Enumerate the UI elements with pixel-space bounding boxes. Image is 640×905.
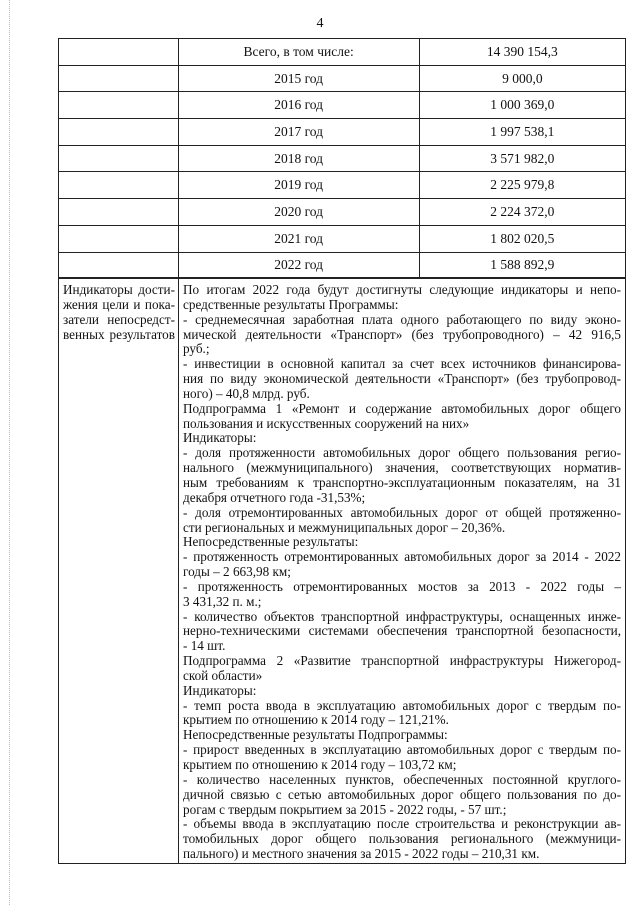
financing-value: 14 390 154,3 bbox=[419, 39, 625, 66]
page-number: 4 bbox=[316, 16, 324, 31]
financing-row bbox=[59, 65, 626, 92]
text-line: ного) – 40,8 млрд. руб. bbox=[183, 385, 310, 401]
indicators-content-cell bbox=[183, 283, 621, 862]
indicator-paragraph bbox=[183, 699, 621, 729]
text-line: - доля отремонтированных автомобильных дорог от общей протяженно- bbox=[183, 504, 621, 520]
financing-label: 2018 год bbox=[178, 145, 419, 172]
text-line: ным требованиям к транспортно-эксплуатационным показателям, на 31 bbox=[183, 474, 621, 490]
indicator-paragraph bbox=[183, 550, 621, 580]
financing-value: 9 000,0 bbox=[419, 65, 625, 92]
financing-row bbox=[59, 92, 626, 119]
empty-cell bbox=[59, 172, 179, 199]
financing-label: 2015 год bbox=[178, 65, 419, 92]
financing-label: Всего, в том числе: bbox=[178, 39, 419, 66]
text-line: декабря отчетного года -31,53%; bbox=[183, 489, 366, 505]
financing-value: 1 588 892,9 bbox=[419, 252, 625, 279]
indicator-paragraph bbox=[183, 431, 621, 446]
scan-edge bbox=[9, 0, 10, 905]
financing-value: 2 225 979,8 bbox=[419, 172, 625, 199]
text-line: мической деятельности «Транспорт» (без трубопроводного) – 42 916,5 bbox=[183, 326, 621, 342]
text-line: нерно-техническими системами обеспечения транспортной безопасности, bbox=[183, 623, 621, 639]
text-line: - протяженность отремонтированных мостов за 2013 - 2022 годы – bbox=[183, 578, 621, 594]
financing-label: 2016 год bbox=[178, 92, 419, 119]
text-line: годы – 2 663,98 км; bbox=[183, 564, 291, 580]
empty-cell bbox=[59, 252, 179, 279]
indicator-paragraph bbox=[183, 743, 621, 773]
empty-cell bbox=[59, 225, 179, 252]
text-line: - среднемесячная заработная плата одного работающего по виду эконо- bbox=[183, 311, 621, 327]
text-line: Индикаторы: bbox=[183, 682, 257, 698]
financing-value: 2 224 372,0 bbox=[419, 199, 625, 226]
empty-cell bbox=[59, 199, 179, 226]
text-line: сти региональных и межмуниципальных дорог – 20,36%. bbox=[183, 519, 506, 535]
text-line: - доля протяженности автомобильных дорог общего пользования регио- bbox=[183, 445, 621, 461]
financing-row bbox=[59, 199, 626, 226]
financing-value: 3 571 982,0 bbox=[419, 145, 625, 172]
indicators-row bbox=[58, 277, 626, 864]
indicator-paragraph bbox=[183, 313, 621, 358]
text-line: 3 431,32 п. м.; bbox=[183, 593, 262, 609]
indicator-paragraph bbox=[183, 283, 621, 313]
financing-row bbox=[59, 252, 626, 279]
text-line: Подпрограмма 1 «Ремонт и содержание автомобильных дорог общего bbox=[183, 400, 621, 416]
empty-cell bbox=[59, 145, 179, 172]
text-line: рогам с твердым покрытием за 2015 - 2022 годы, - 57 шт.; bbox=[183, 801, 507, 817]
text-line: крытием по отношению к 2014 году – 121,21%. bbox=[183, 712, 449, 728]
financing-row bbox=[59, 172, 626, 199]
financing-value: 1 997 538,1 bbox=[419, 119, 625, 146]
indicator-paragraph bbox=[183, 817, 621, 862]
financing-row bbox=[59, 145, 626, 172]
text-line: пользования и искусственных сооружений на них» bbox=[183, 415, 470, 431]
indicator-paragraph bbox=[183, 610, 621, 655]
text-line: - объемы ввода в эксплуатацию после строительства и реконструкции ав- bbox=[183, 816, 621, 832]
text-line: пального) и местного значения за 2015 - 2022 годы – 210,31 км. bbox=[183, 846, 540, 862]
indicator-paragraph bbox=[183, 728, 621, 743]
indicator-paragraph bbox=[183, 773, 621, 818]
empty-cell bbox=[59, 92, 179, 119]
text-line: руб.; bbox=[183, 341, 210, 357]
financing-value: 1 000 369,0 bbox=[419, 92, 625, 119]
text-line: Подпрограмма 2 «Развитие транспортной инфраструктуры Нижегород- bbox=[183, 653, 621, 669]
text-line: - прирост введенных в эксплуатацию автомобильных дорог с твердым по- bbox=[183, 742, 621, 758]
text-line: средственные результаты Программы: bbox=[183, 296, 399, 312]
indicator-paragraph bbox=[183, 535, 621, 550]
indicator-paragraph bbox=[183, 357, 621, 402]
text-line: - 14 шт. bbox=[183, 638, 226, 654]
text-line: - протяженность отремонтированных автомобильных дорог за 2014 - 2022 bbox=[183, 549, 621, 565]
indicator-paragraph bbox=[183, 684, 621, 699]
indicator-paragraph bbox=[183, 580, 621, 610]
text-line: нального (межмуниципального) значения, соответствующих норматив- bbox=[183, 460, 621, 476]
text-line: ния по виду экономической деятельности «Транспорт» (без трубопровод- bbox=[183, 371, 621, 387]
heading-line: венных результатов bbox=[63, 326, 175, 342]
text-line: Непосредственные результаты: bbox=[183, 534, 359, 550]
text-line: ской области» bbox=[183, 667, 263, 683]
text-line: Непосредственные результаты Подпрограммы: bbox=[183, 727, 448, 743]
financing-table bbox=[58, 38, 626, 279]
text-line: - количество населенных пунктов, обеспеченных постоянной круглого- bbox=[183, 771, 621, 787]
empty-cell bbox=[59, 119, 179, 146]
text-line: - количество объектов транспортной инфраструктуры, оснащенных инже- bbox=[183, 608, 621, 624]
financing-row bbox=[59, 225, 626, 252]
heading-line: затели непосредст- bbox=[63, 311, 175, 327]
financing-label: 2017 год bbox=[178, 119, 419, 146]
financing-label: 2021 год bbox=[178, 225, 419, 252]
text-line: дичной связью с сетью автомобильных дорог общего пользования по до- bbox=[183, 786, 621, 802]
financing-value: 1 802 020,5 bbox=[419, 225, 625, 252]
financing-row bbox=[59, 39, 626, 66]
text-line: Индикаторы: bbox=[183, 430, 257, 446]
column-divider bbox=[178, 278, 179, 863]
text-line: - темп роста ввода в эксплуатацию автомобильных дорог с твердым по- bbox=[183, 697, 621, 713]
empty-cell bbox=[59, 39, 179, 66]
financing-label: 2019 год bbox=[178, 172, 419, 199]
empty-cell bbox=[59, 65, 179, 92]
indicator-paragraph bbox=[183, 654, 621, 684]
indicators-heading-cell bbox=[63, 283, 175, 342]
indicator-paragraph bbox=[183, 506, 621, 536]
indicator-paragraph bbox=[183, 402, 621, 432]
financing-label: 2022 год bbox=[178, 252, 419, 279]
text-line: - инвестиции в основной капитал за счет всех источников финансирова- bbox=[183, 356, 621, 372]
financing-row bbox=[59, 119, 626, 146]
text-line: томобильных дорог общего пользования регионального (межмуници- bbox=[183, 831, 621, 847]
text-line: По итогам 2022 года будут достигнуты следующие индикаторы и непо- bbox=[183, 282, 621, 297]
heading-line: жения цели и пока- bbox=[63, 296, 175, 312]
indicator-paragraph bbox=[183, 446, 621, 505]
heading-line: Индикаторы дости- bbox=[63, 282, 175, 297]
text-line: крытием по отношению к 2014 году – 103,72 км; bbox=[183, 757, 457, 772]
financing-label: 2020 год bbox=[178, 199, 419, 226]
